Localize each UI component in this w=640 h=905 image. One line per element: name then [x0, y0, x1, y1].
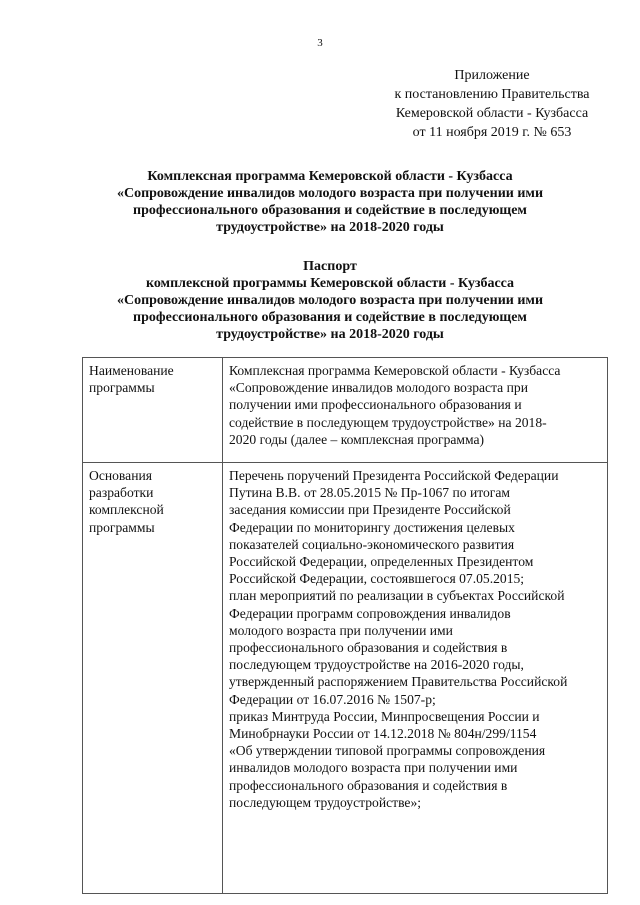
value-line: Федерации от 16.07.2016 № 1507-р;	[229, 691, 436, 707]
value-line: 2020 годы (далее – комплексная программа)	[229, 431, 485, 447]
row-value-cell	[223, 358, 608, 463]
value-line: показателей социально-экономического развития	[229, 536, 515, 552]
value-line: Российской Федерации, состоявшегося 07.05.2015;	[229, 571, 525, 587]
passport-title-line: трудоустройстве» на 2018-2020 годы	[216, 327, 444, 342]
value-line: профессионального образования и содействия в	[229, 777, 508, 793]
value-line: утвержденный распоряжением Правительства Российской	[229, 674, 568, 690]
value-line: «Об утверждении типовой программы сопровождения	[229, 743, 546, 759]
value-line: приказ Минтруда России, Минпросвещения России и	[229, 708, 540, 724]
value-line: заседания комиссии при Президенте Российской	[229, 502, 511, 518]
passport-title	[80, 258, 580, 343]
row-label-cell	[83, 463, 223, 894]
row-label-cell	[83, 358, 223, 463]
value-line: получении ими профессионального образования и	[229, 397, 522, 413]
appendix-line: Кемеровской области - Кузбасса	[395, 106, 589, 121]
value-line: «Сопровождение инвалидов молодого возраста при	[229, 380, 528, 396]
label-line: программы	[89, 380, 155, 396]
passport-title-line: «Сопровождение инвалидов молодого возраста при получении ими	[116, 293, 544, 308]
value-line: Российской Федерации, определенных Президентом	[229, 554, 534, 570]
title-line: Комплексная программа Кемеровской области - Кузбасса	[147, 169, 513, 184]
table-row	[83, 463, 608, 894]
appendix-line: к постановлению Правительства	[394, 87, 590, 102]
value-line: Минобрнауки России от 14.12.2018 № 804н/299/1154	[229, 726, 537, 742]
value-line: Перечень поручений Президента Российской Федерации	[229, 468, 559, 483]
value-line: Комплексная программа Кемеровской области - Кузбасса	[229, 363, 561, 378]
table-row	[83, 358, 608, 463]
document-title	[80, 168, 580, 236]
page-number: 3	[317, 37, 323, 49]
label-line: Наименование	[89, 363, 174, 378]
label-line: комплексной	[89, 502, 164, 518]
value-line: Федерации по мониторингу достижения целевых	[229, 519, 515, 535]
label-line: разработки	[89, 485, 154, 501]
value-line: содействие в последующем трудоустройстве» на 2018-	[229, 414, 547, 430]
passport-title-line: Паспорт	[303, 259, 357, 274]
appendix-line: Приложение	[454, 68, 530, 83]
label-line: Основания	[89, 468, 152, 483]
value-line: Путина В.В. от 28.05.2015 № Пр-1067 по итогам	[229, 485, 511, 501]
appendix-note	[372, 66, 612, 142]
title-line: трудоустройстве» на 2018-2020 годы	[216, 220, 444, 235]
value-line: инвалидов молодого возраста при получении ими	[229, 760, 518, 776]
passport-title-line: профессионального образования и содействие в последующем	[133, 310, 527, 325]
appendix-line: от 11 ноября 2019 г. № 653	[412, 125, 572, 140]
title-line: «Сопровождение инвалидов молодого возраста при получении ими	[116, 186, 544, 201]
value-line: последующем трудоустройстве на 2016-2020 годы,	[229, 657, 524, 673]
label-line: программы	[89, 519, 155, 535]
value-line: Федерации программ сопровождения инвалидов	[229, 605, 511, 621]
value-line: план мероприятий по реализации в субъектах Российской	[229, 588, 565, 604]
row-value-cell	[223, 463, 608, 894]
value-line: молодого возраста при получении ими	[229, 622, 453, 638]
passport-table	[82, 357, 608, 894]
passport-title-line: комплексной программы Кемеровской области - Кузбасса	[145, 276, 515, 291]
value-line: последующем трудоустройстве»;	[229, 794, 422, 810]
value-line: профессионального образования и содействия в	[229, 640, 508, 656]
title-line: профессионального образования и содействие в последующем	[133, 203, 527, 218]
